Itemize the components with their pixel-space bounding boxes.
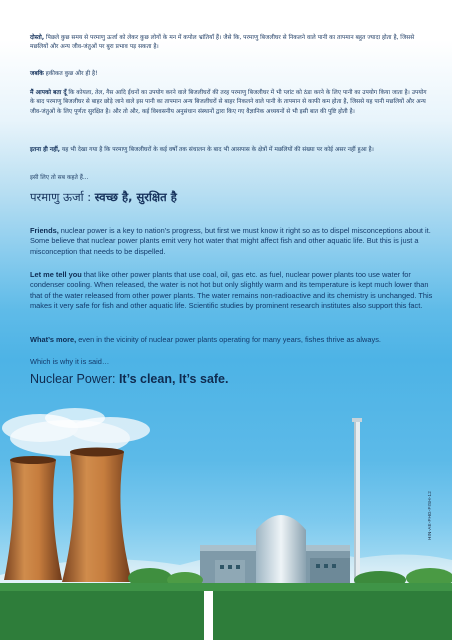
english-paragraph-more: What’s more, even in the vicinity of nuclear power plants operating for many years, fishes thrive as always.: [30, 335, 381, 344]
steam-cloud: [2, 408, 150, 456]
cooling-tower-left: [4, 456, 62, 580]
hindi-paragraph-closing: इसी लिए तो सब कहते हैं...: [30, 175, 89, 181]
cooling-tower-right: [62, 448, 132, 583]
ground-edge: [0, 583, 452, 591]
hindi-paragraph-intro: दोस्तो, पिछले कुछ समय से परमाणु ऊर्जा को लेकर कुछ लोगों के मन में कपोल भ्रांतियाँ हैं। जैसे कि, परमाणु बिजलीघर से निकलने वाले पानी का तापमान बहुत ज्यादा होता है, जिससे मछलियों और अन्य जीव-जंतुओं पर बुरा प्रभाव पड़ सकता है।: [30, 35, 415, 51]
road-line: [204, 591, 213, 640]
english-paragraph-closing: Which is why it is said…: [30, 357, 110, 366]
english-paragraph-friends: Friends, nuclear power is a key to nation’s progress, but first we must know it right so as to dispel misconceptions about it. Some believe that nuclear power plants emit very hot water that might affect fish and other aquatic life. But this is just a misconception that needs to be dispelled.: [30, 226, 431, 256]
ground: [0, 583, 452, 640]
reactor-building: [200, 515, 350, 585]
hindi-paragraph-reality: जबकि हकीकत कुछ और ही है!: [30, 71, 98, 77]
hindi-tagline: परमाणु ऊर्जा : स्वच्छ है, सुरक्षित है: [30, 190, 177, 204]
hindi-paragraph-explanation: मैं आपको बता दूँ कि कोयला, तेल, गैस आदि ईंधनों का उपयोग करने वाले बिजलीघरों की तरह परमाणु बिजलीघर में भी प्लांट को ठंडा करने के लिए पानी का उपयोग किया जाता है। उपयोग के बाद परमाणु बिजलीघर से बाहर छोड़े जाने वाले इस पानी का तापमान अन्य बिजलीघरों से बाहर निकलने वाले पानी के तापमान से काफी कम होता है, जिससे यह पानी मछलियों और अन्य जीव-जंतुओं के लिए पूर्णतः सुरक्षित है। और तो और, कई विश्वसनीय अनुसंधान संस्थानों द्वारा किए गए वैज्ञानिक अध्ययनों से भी इसी बात की पुष्टि होती है।: [30, 90, 427, 115]
document-code: HIN-AE-FHG-FISH-12: [427, 490, 432, 540]
english-tagline: Nuclear Power: It’s clean, It’s safe.: [30, 372, 229, 386]
hindi-paragraph-more: इतना ही नहीं, यह भी देखा गया है कि परमाणु बिजलीघरों के कई वर्षों तक संचालन के बाद भी आसपास के क्षेत्रों में मछलियों की संख्या पर कोई असर नहीं हुआ है।: [30, 147, 374, 153]
power-plant-illustration: [0, 400, 452, 640]
english-paragraph-explanation: Let me tell you that like other power plants that use coal, oil, gas etc. as fuel, nuclear power plants too use water for condenser cooling. When released, the water is not hot but only slightly warm and its temperature is kept much lower than that of the water released from other power plants. The water remains non-radioactive and its chemistry is unchanged. This makes it very safe for fish and other aquatic life. Scientific studies by prominent research institutes also support this fact.: [30, 270, 433, 310]
